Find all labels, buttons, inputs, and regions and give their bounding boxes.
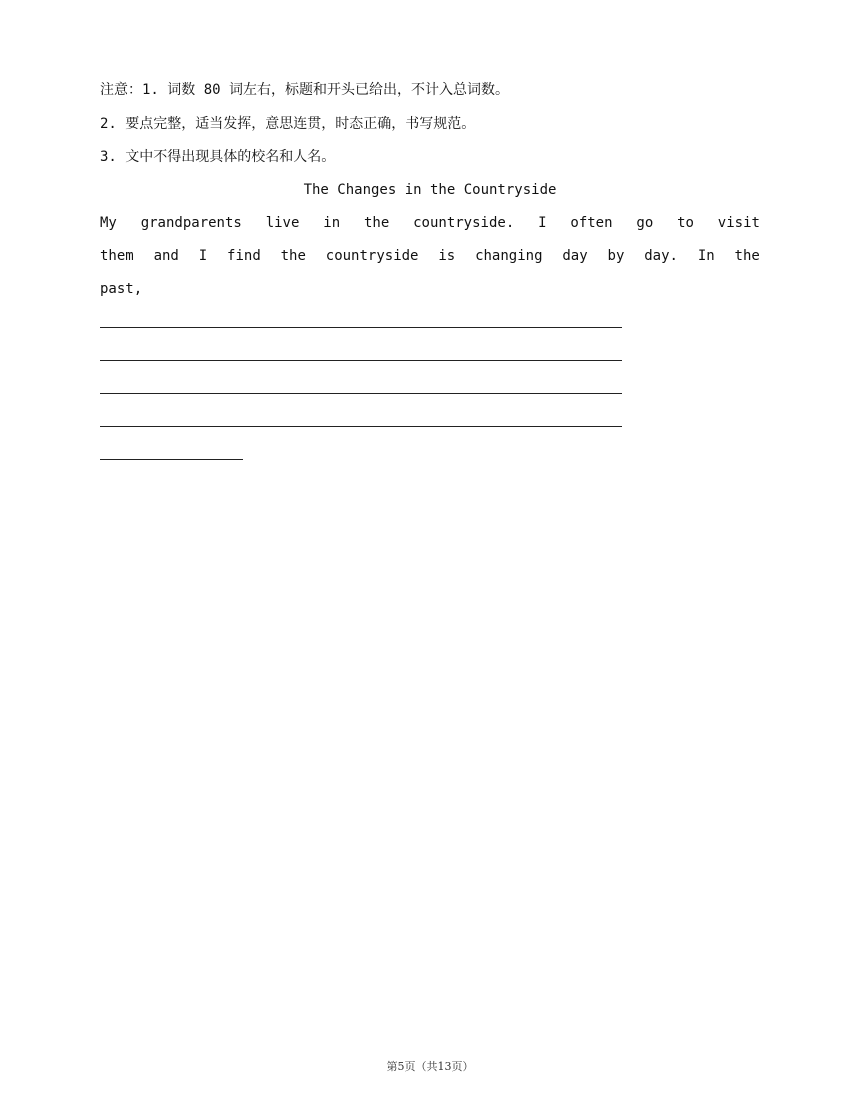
essay-word: live <box>265 215 300 231</box>
essay-word: visit <box>717 215 760 231</box>
essay-word: go <box>636 215 654 231</box>
page-number-footer: 第5页（共13页） <box>386 1060 474 1073</box>
essay-word: the <box>280 248 306 264</box>
essay-word: grandparents <box>140 215 242 231</box>
essay-word: past, <box>100 281 143 297</box>
answer-blank-line[interactable] <box>100 360 622 361</box>
essay-word: in <box>323 215 341 231</box>
answer-blank-line[interactable] <box>100 327 622 328</box>
essay-paragraph-row-3 <box>100 279 760 299</box>
essay-word: to <box>677 215 694 231</box>
answer-blank-line-short[interactable] <box>100 459 243 460</box>
essay-word: find <box>227 248 261 264</box>
essay-word: is <box>438 248 456 264</box>
essay-word: I <box>538 215 547 231</box>
essay-word: and <box>153 248 179 264</box>
essay-word: I <box>198 248 208 264</box>
essay-paragraph-row-2 <box>100 246 760 266</box>
essay-word: them <box>100 248 134 264</box>
answer-blank-line[interactable] <box>100 393 622 394</box>
essay-word: day. <box>644 248 678 264</box>
essay-title: The Changes in the Countryside <box>303 182 557 198</box>
essay-word: often <box>570 215 613 231</box>
note-line-2: 2. 要点完整，适当发挥，意思连贯，时态正确，书写规范。 <box>100 116 476 132</box>
essay-word: countryside <box>325 248 419 264</box>
essay-word: My <box>100 215 117 231</box>
essay-word: day <box>562 248 588 264</box>
essay-paragraph-row-1 <box>100 213 760 233</box>
essay-word: changing <box>475 248 543 264</box>
essay-word: In <box>697 248 715 264</box>
answer-blank-line[interactable] <box>100 426 622 427</box>
essay-word: the <box>734 248 760 264</box>
essay-word: countryside. <box>413 215 515 231</box>
note-line-1: 注意：1. 词数 80 词左右，标题和开头已给出，不计入总词数。 <box>100 82 509 98</box>
essay-word: the <box>363 215 390 231</box>
note-line-3: 3. 文中不得出现具体的校名和人名。 <box>100 149 336 165</box>
essay-word: by <box>607 248 625 264</box>
